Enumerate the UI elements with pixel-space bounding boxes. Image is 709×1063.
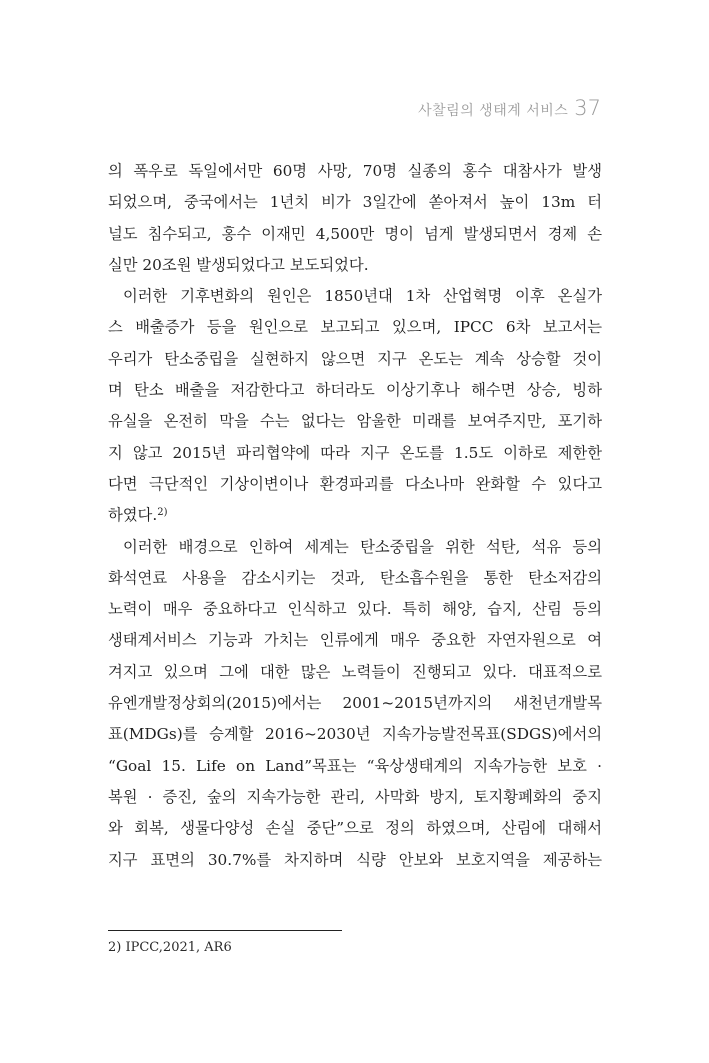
section-title: 사찰림의 생태계 서비스 <box>418 103 569 119</box>
text-line: “Goal 15. Life on Land”목표는 “육상생태계의 지속가능한 보호 · <box>108 756 602 775</box>
text-line: 이러한 기후변화의 원인은 1850년대 1차 산업혁명 이후 온실가 <box>123 287 602 306</box>
text-line: 와 회복, 생물다양성 손실 중단”으로 정의 하였으며, 산림에 대해서 <box>108 819 602 838</box>
text-line: 유엔개발정상회의(2015)에서는 2001~2015년까지의 새천년개발목 <box>108 694 602 713</box>
text-line: 우리가 탄소중립을 실현하지 않으면 지구 온도는 계속 상승할 것이 <box>108 349 602 368</box>
running-header <box>418 96 601 120</box>
text-line: 의 폭우로 독일에서만 60명 사망, 70명 실종의 홍수 대참사가 발생 <box>108 162 602 180</box>
text-line: 며 탄소 배출을 저감한다고 하더라도 이상기후나 해수면 상승, 빙하 <box>108 381 602 400</box>
text-line: 되었으며, 중국에서는 1년치 비가 3일간에 쏟아져서 높이 13m 터 <box>108 193 602 212</box>
text-line: 실만 20조원 발생되었다고 보도되었다. <box>108 255 369 274</box>
text-line: 복원 · 증진, 숲의 지속가능한 관리, 사막화 방지, 토지황폐화의 중지 <box>108 787 602 806</box>
text-line: 표(MDGs)를 승계할 2016~2030년 지속가능발전목표(SDGS)에서의 <box>108 725 602 744</box>
page-number: 37 <box>574 96 601 120</box>
text-line: 하였다.$^{2)}$ <box>108 506 168 525</box>
text-line: 생태계서비스 기능과 가치는 인류에게 매우 중요한 자연자원으로 여 <box>108 631 602 650</box>
footnote-divider <box>108 930 342 931</box>
body-text <box>108 156 602 876</box>
text-line: 지 않고 2015년 파리협약에 따라 지구 온도를 1.5도 이하로 제한한 <box>108 443 602 462</box>
footnote: 2) IPCC,2021, AR6 <box>108 940 232 955</box>
text-line: 이러한 배경으로 인하여 세계는 탄소중립을 위한 석탄, 석유 등의 <box>123 537 602 556</box>
text-line: 화석연료 사용을 감소시키는 것과, 탄소흡수원을 통한 탄소저감의 <box>108 568 602 587</box>
text-line: 지구 표면의 30.7%를 차지하며 식량 안보와 보호지역을 제공하는 <box>108 850 602 869</box>
text-line: 겨지고 있으며 그에 대한 많은 노력들이 진행되고 있다. 대표적으로 <box>108 662 602 681</box>
text-line: 스 배출증가 등을 원인으로 보고되고 있으며, IPCC 6차 보고서는 <box>108 318 602 337</box>
text-line: 노력이 매우 중요하다고 인식하고 있다. 특히 해양, 습지, 산림 등의 <box>108 600 602 619</box>
text-line: 유실을 온전히 막을 수는 없다는 암울한 미래를 보여주지만, 포기하 <box>108 412 602 431</box>
text-line: 다면 극단적인 기상이변이나 환경파괴를 다소나마 완화할 수 있다고 <box>108 474 602 493</box>
footnote-reference[interactable]: 2) <box>157 507 168 519</box>
text-line: 널도 침수되고, 홍수 이재민 4,500만 명이 넘게 발생되면서 경제 손 <box>108 224 602 243</box>
